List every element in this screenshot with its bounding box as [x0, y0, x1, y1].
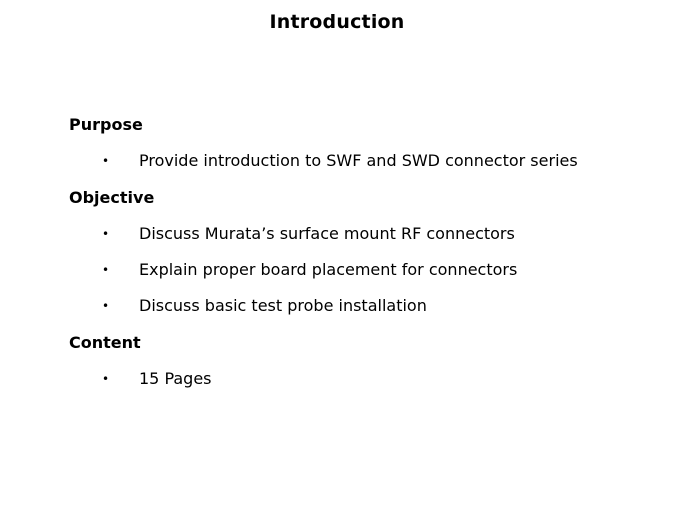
- section-heading-content: Content: [69, 333, 141, 352]
- bullet-icon: •: [102, 263, 110, 277]
- bullet-list-purpose: [69, 150, 659, 172]
- bullet-text: Provide introduction to SWF and SWD connector series: [139, 151, 578, 170]
- section-heading-purpose: Purpose: [69, 115, 143, 134]
- slide-title: Introduction: [269, 11, 405, 33]
- list-item: [69, 295, 659, 317]
- bullet-text: Explain proper board placement for connectors: [139, 260, 518, 279]
- section-heading-objective: Objective: [69, 188, 155, 207]
- list-item: [69, 368, 659, 390]
- bullet-list-objective: [69, 223, 659, 317]
- list-item: [69, 150, 659, 172]
- bullet-icon: •: [102, 299, 110, 313]
- bullet-text: Discuss Murata’s surface mount RF connectors: [139, 224, 515, 243]
- list-item: [69, 259, 659, 281]
- bullet-text: Discuss basic test probe installation: [139, 296, 427, 315]
- list-item: [69, 223, 659, 245]
- slide-content: [69, 114, 659, 390]
- bullet-icon: •: [102, 154, 110, 168]
- bullet-list-content: [69, 368, 659, 390]
- bullet-icon: •: [102, 227, 110, 241]
- bullet-text: 15 Pages: [139, 369, 212, 388]
- bullet-icon: •: [102, 372, 110, 386]
